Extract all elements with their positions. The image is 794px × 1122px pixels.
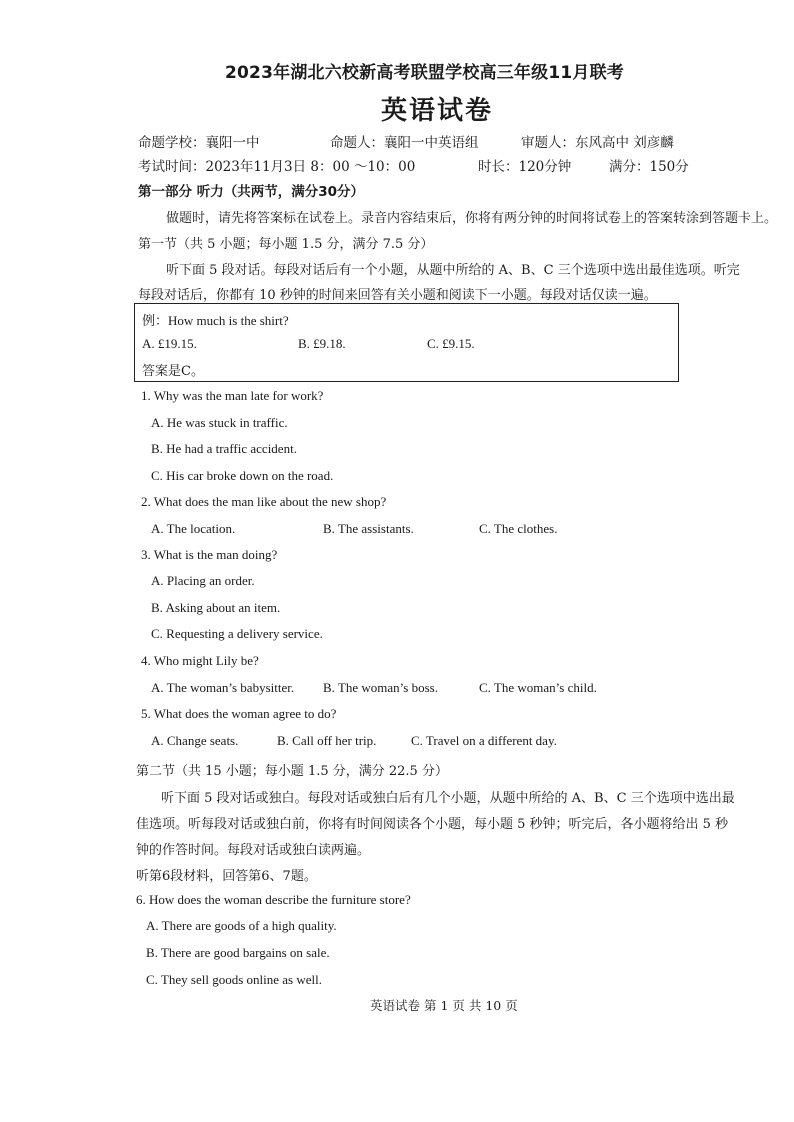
q1-option-a: A. He was stuck in traffic. [151, 415, 288, 430]
example-answer: 答案是C。 [142, 364, 204, 379]
exam-title: 2023年湖北六校新高考联盟学校高三年级11月联考 [225, 63, 624, 83]
q5-option-a: A. Change seats. [151, 733, 239, 748]
section2-instruction-line2: 佳选项。听每段对话或独白前，你将有时间阅读各个小题，每小题 5 秒钟；听完后，各小题将给出 5 秒 [136, 817, 729, 832]
section1-instruction-line2: 每段对话后，你都有 10 秒钟的时间来回答有关小题和阅读下一小题。每段对话仅读一遍。 [138, 288, 657, 303]
example-option-a: A. £19.15. [142, 336, 197, 351]
q6-option-a: A. There are goods of a high quality. [146, 918, 337, 933]
material-note: 听第6段材料，回答第6、7题。 [136, 869, 317, 884]
section1-heading: 第一节（共 5 小题；每小题 1.5 分，满分 7.5 分） [138, 237, 434, 252]
q2-option-c: C. The clothes. [479, 521, 558, 536]
exam-subtitle: 英语试卷 [381, 96, 494, 126]
meta-full-score: 满分：150分 [609, 159, 689, 175]
meta-duration: 时长：120分钟 [478, 159, 572, 175]
q3-option-c: C. Requesting a delivery service. [151, 626, 323, 641]
section2-instruction-line3: 钟的作答时间。每段对话或独白读两遍。 [136, 843, 371, 858]
question-2: 2. What does the man like about the new shop? [141, 494, 387, 509]
question-3: 3. What is the man doing? [141, 547, 278, 562]
q2-option-b: B. The assistants. [323, 521, 414, 536]
question-1: 1. Why was the man late for work? [141, 388, 324, 403]
q4-option-b: B. The woman’s boss. [323, 680, 438, 695]
q1-option-b: B. He had a traffic accident. [151, 441, 297, 456]
q3-option-a: A. Placing an order. [151, 573, 255, 588]
q2-option-a: A. The location. [151, 521, 236, 536]
q6-option-b: B. There are good bargains on sale. [146, 945, 330, 960]
q1-option-c: C. His car broke down on the road. [151, 468, 334, 483]
page-footer: 英语试卷 第 1 页 共 10 页 [370, 998, 518, 1013]
q6-option-c: C. They sell goods online as well. [146, 972, 322, 987]
example-option-c: C. £9.15. [427, 336, 475, 351]
meta-setter: 命题人：襄阳一中英语组 [330, 135, 479, 151]
example-option-b: B. £9.18. [298, 336, 346, 351]
example-question: 例：How much is the shirt? [142, 313, 289, 328]
meta-time: 考试时间：2023年11月3日 8：00 ～10：00 [138, 159, 416, 175]
section2-heading: 第二节（共 15 小题；每小题 1.5 分，满分 22.5 分） [136, 764, 448, 779]
q3-option-b: B. Asking about an item. [151, 600, 281, 615]
meta-school: 命题学校：襄阳一中 [138, 135, 260, 151]
question-6: 6. How does the woman describe the furniture store? [136, 892, 411, 907]
section2-instruction-line1: 听下面 5 段对话或独白。每段对话或独白后有几个小题，从题中所给的 A、B、C 三个选项中选出最 [161, 791, 735, 806]
question-4: 4. Who might Lily be? [141, 653, 259, 668]
q4-option-a: A. The woman’s babysitter. [151, 680, 295, 695]
part1-heading: 第一部分 听力（共两节，满分30分） [138, 184, 364, 200]
part1-instruction: 做题时，请先将答案标在试卷上。录音内容结束后，你将有两分钟的时间将试卷上的答案转涂到答题卡上。 [166, 211, 778, 226]
question-5: 5. What does the woman agree to do? [141, 706, 337, 721]
section1-instruction-line1: 听下面 5 段对话。每段对话后有一个小题，从题中所给的 A、B、C 三个选项中选出最佳选项。听完 [166, 263, 740, 278]
q4-option-c: C. The woman’s child. [479, 680, 597, 695]
q5-option-c: C. Travel on a different day. [411, 733, 557, 748]
q5-option-b: B. Call off her trip. [277, 733, 377, 748]
meta-reviewer: 审题人：东风高中 刘彦麟 [521, 135, 674, 151]
